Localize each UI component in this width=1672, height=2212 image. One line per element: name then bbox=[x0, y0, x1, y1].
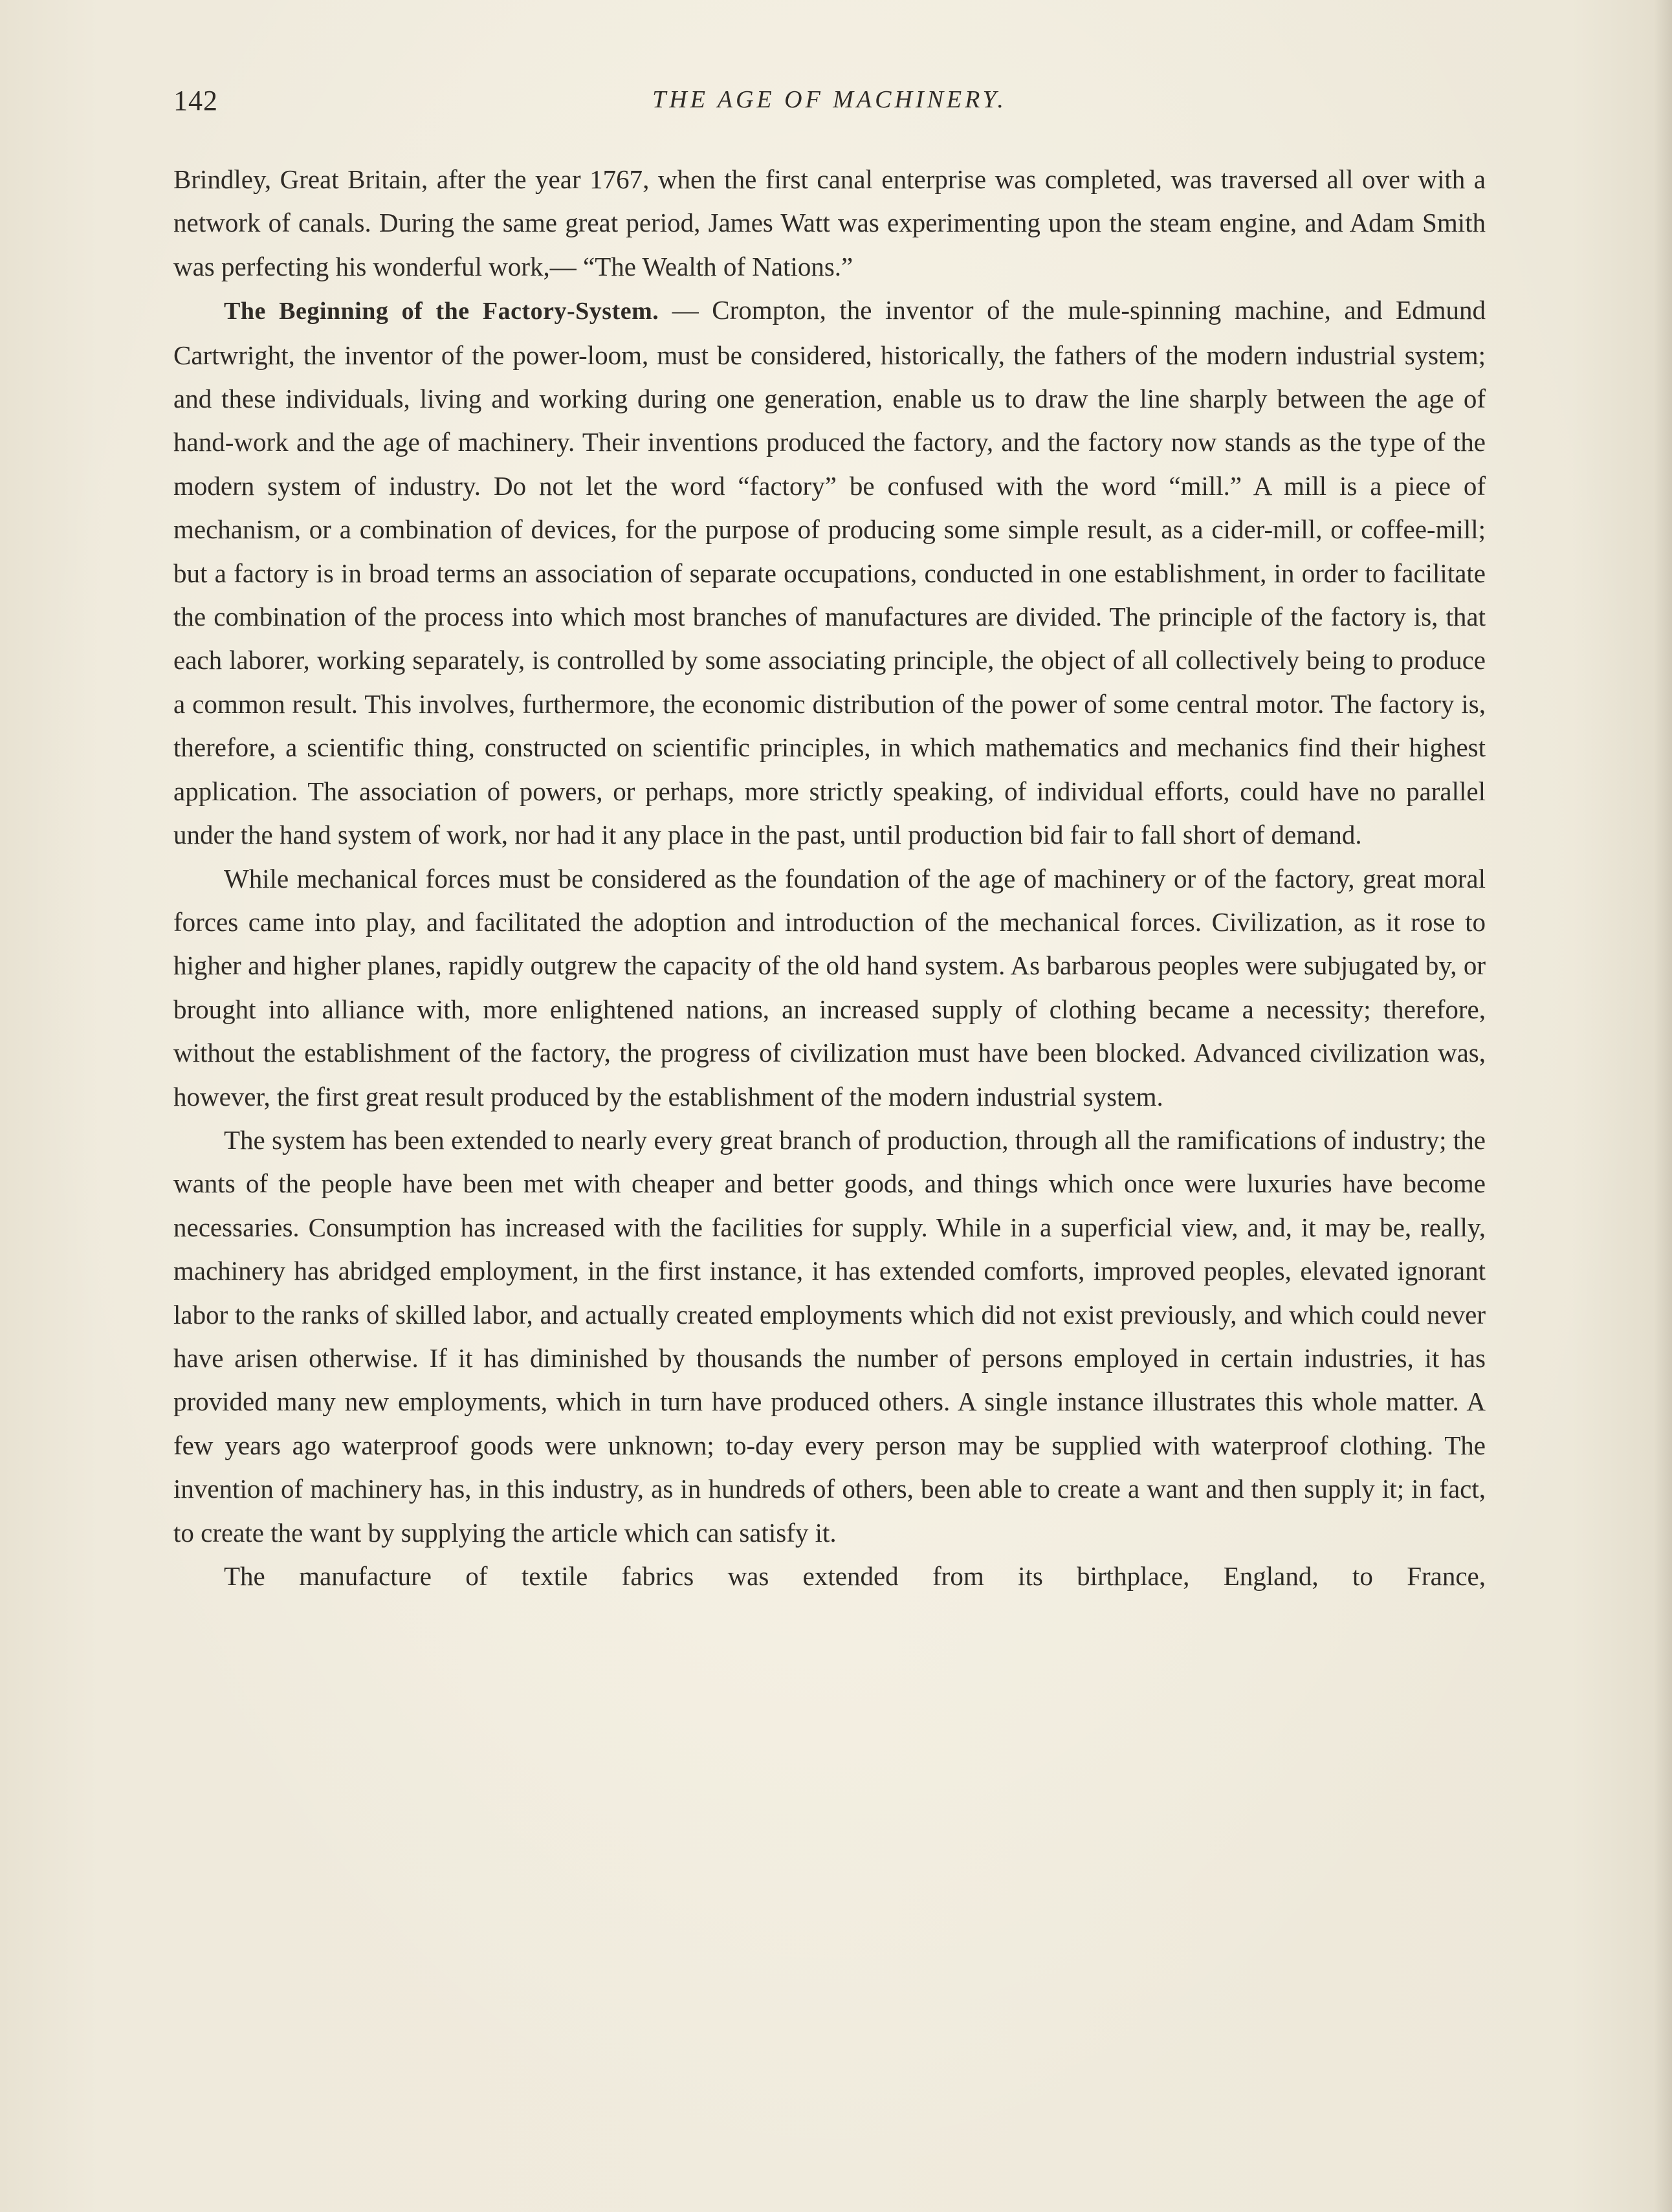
paragraph-factory-system bbox=[173, 289, 1486, 857]
running-head bbox=[173, 84, 1486, 129]
paragraph-moral-forces: While mechanical forces must be considered as the foundation of the age of machinery or of the factory, great moral forces came into play, and facilitated the adoption and introduction of the mechanical forces. Civilization, as it rose to higher and higher planes, rapidly outgrew the capacity of the old hand system. As barbarous peoples were subjugated by, or brought into alliance with, more enlightened nations, an increased supply of clothing became a necessity; therefore, without the establishment of the factory, the progress of civilization must have been blocked. Advanced civilization was, however, the first great result produced by the establishment of the modern industrial system. bbox=[173, 863, 1486, 1111]
paragraph-extension: The system has been extended to nearly every great branch of production, through all the ramifications of industry; the wants of the people have been met with cheaper and better goods, and things which once were luxuries have become necessaries. Consumption has increased with the facilities for supply. While in a superficial view, and, it may be, really, machinery has abridged employment, in the first instance, it has extended comforts, improved peoples, elevated ignorant labor to the ranks of skilled labor, and actually created employments which did not exist previously, and which could never have arisen otherwise. If it has diminished by thousands the number of persons employed in certain industries, it has provided many new employments, which in turn have produced others. A single instance illustrates this whole matter. A few years ago waterproof goods were unknown; to-day every person may be supplied with waterproof clothing. The invention of machinery has, in this industry, as in hundreds of others, been able to create a want and then supply it; in fact, to create the want by supplying the article which can satisfy it. bbox=[173, 1124, 1486, 1548]
paragraph-textile-manufacture: The manufacture of textile fabrics was extended from its birthplace, England, to France, bbox=[224, 1561, 1486, 1591]
body-text bbox=[173, 158, 1486, 1598]
paragraph-factory-system-text: — Crompton, the inventor of the mule-spinning machine, and Edmund Cartwright, the inventor of the power-loom, must be considered, historically, the fathers of the modern industrial system; and these individuals, living and working during one generation, enable us to draw the line sharply between the age of hand-work and the age of machinery. Their inventions produced the factory, and the factory now stands as the type of the modern system of industry. Do not let the word “factory” be confused with the word “mill.” A mill is a piece of mechanism, or a combination of devices, for the purpose of producing some simple result, as a cider-mill, or coffee-mill; but a factory is in broad terms an association of separate occupations, conducted in one establishment, in order to facilitate the combination of the process into which most branches of manufactures are divided. The principle of the factory is, that each laborer, working separately, is controlled by some associating principle, the object of all collectively being to produce a common result. This involves, furthermore, the economic distribution of the power of some central motor. The factory is, therefore, a scientific thing, constructed on scientific principles, in which mathematics and mechanics find their highest application. The association of powers, or perhaps, more strictly speaking, of individual efforts, could have no parallel under the hand system of work, nor had it any place in the past, until production bid fair to fall short of demand. bbox=[173, 295, 1486, 850]
running-title: THE AGE OF MACHINERY. bbox=[652, 86, 1007, 113]
page-number: 142 bbox=[173, 85, 218, 116]
page-edge-shadow bbox=[1654, 0, 1672, 2212]
paragraph-canals: Brindley, Great Britain, after the year 1767, when the first canal enterprise was completed, was traversed all over with a network of canals. During the same great period, James Watt was experimenting upon the steam engine, and Adam Smith was perfecting his wonderful work,— “The Wealth of Nations.” bbox=[173, 164, 1486, 281]
section-heading: The Beginning of the Factory-System. bbox=[224, 298, 659, 325]
